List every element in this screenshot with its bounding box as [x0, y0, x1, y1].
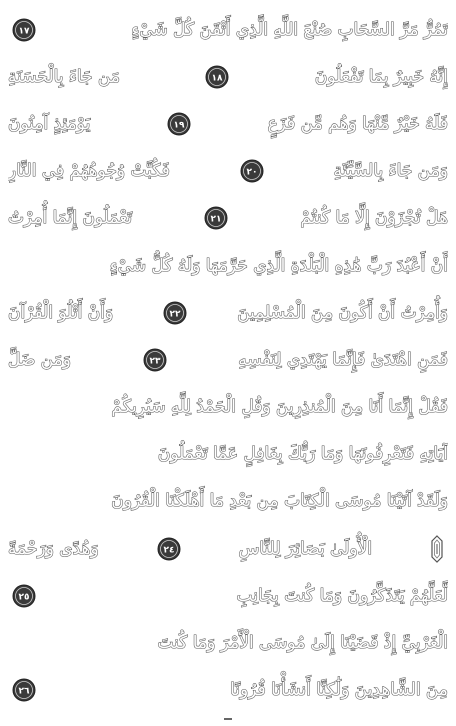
- verse-number-marker: [143, 348, 167, 372]
- verse-number: ٢٤: [163, 545, 175, 556]
- text-line: [8, 242, 448, 289]
- verse-number-marker: [12, 584, 36, 608]
- verse-number: ١٩: [173, 120, 185, 131]
- text-line: [8, 6, 448, 53]
- text-line: [8, 478, 448, 525]
- verse-number-marker: [240, 159, 264, 183]
- text-line: [8, 431, 448, 478]
- verse-text: وَمَن جَاءَ بِالسَّيِّئَةِ: [333, 161, 448, 182]
- verse-end-ornament-icon: [12, 18, 36, 42]
- verse-end-ornament-icon: [143, 348, 167, 372]
- verse-number: ٢٠: [246, 167, 258, 178]
- verse-number: ٢٦: [18, 686, 30, 697]
- text-line: [8, 667, 448, 714]
- verse-number: ١٧: [18, 26, 30, 37]
- verse-text: هَلْ تُجْزَوْنَ إِلَّا مَا كُنتُمْ: [300, 208, 448, 229]
- verse-number: ١٨: [211, 73, 223, 84]
- verse-end-ornament-icon: [163, 301, 187, 325]
- verse-end-ornament-icon: [205, 65, 229, 89]
- verse-text: وَهُدًى وَرَحْمَةً: [8, 538, 99, 559]
- verse-number-marker: [12, 18, 36, 42]
- verse-end-ornament-icon: [167, 112, 191, 136]
- verse-text: فَقُلْ إِنَّمَا أَنَا مِنَ الْمُنذِرِينَ وَقُلِ الْحَمْدُ لِلَّهِ سَيُرِيكُمْ: [111, 397, 448, 418]
- verse-text: تَمُرُّ مَرَّ السَّحَابِ صُنْعَ اللَّهِ الَّذِي أَتْقَنَ كُلَّ شَيْءٍ: [131, 19, 448, 40]
- verse-text: أَنْ أَعْبُدَ رَبَّ هَٰذِهِ الْبَلْدَةِ الَّذِي حَرَّمَهَا وَلَهُ كُلُّ شَيْءٍ: [109, 255, 448, 276]
- text-line: [8, 619, 448, 666]
- verse-end-ornament-icon: [12, 584, 36, 608]
- verse-text: تَعْمَلُونَ إِنَّمَا أُمِرْتُ: [8, 208, 133, 229]
- verse-text: مِنَ الشَّاهِدِينَ وَلَٰكِنَّا أَنشَأْنَا قُرُونًا: [230, 680, 448, 701]
- text-line: [8, 148, 448, 195]
- verse-text: لَّعَلَّهُمْ يَتَذَكَّرُونَ وَمَا كُنتَ بِجَانِبِ: [236, 585, 448, 606]
- verse-text: إِنَّهُ خَبِيرٌ بِمَا تَفْعَلُونَ: [314, 66, 448, 87]
- verse-text: الْأُولَىٰ بَصَائِرَ لِلنَّاسِ: [238, 538, 373, 559]
- verse-text: وَلَقَدْ آتَيْنَا مُوسَى الْكِتَابَ مِن بَعْدِ مَا أَهْلَكْنَا الْقُرُونَ: [111, 491, 448, 512]
- verse-text: فَلَهُ خَيْرٌ مِّنْهَا وَهُم مِّن فَزَعٍ: [267, 113, 448, 134]
- text-line: [8, 336, 448, 383]
- text-line: [8, 384, 448, 431]
- text-line: [8, 289, 448, 336]
- text-line: [8, 53, 448, 100]
- verse-number: ٢٣: [149, 356, 161, 367]
- verse-number-marker: [157, 537, 181, 561]
- verse-text: يَوْمَئِذٍ آمِنُونَ: [8, 113, 91, 134]
- text-line: [8, 525, 448, 572]
- verse-text: الْغَرْبِيِّ إِذْ قَضَيْنَا إِلَىٰ مُوسَى الْأَمْرَ وَمَا كُنتَ: [157, 633, 448, 654]
- verse-number-marker: [163, 301, 187, 325]
- verse-number-marker: [12, 678, 36, 702]
- verse-end-ornament-icon: [240, 159, 264, 183]
- verse-number-marker: [205, 65, 229, 89]
- verse-number: ٢١: [210, 214, 222, 225]
- page-end-mark: [224, 718, 232, 720]
- verse-number: ٢٥: [18, 592, 30, 603]
- text-line: [8, 195, 448, 242]
- verse-text: آيَاتِهِ فَتَعْرِفُونَهَا وَمَا رَبُّكَ بِغَافِلٍ عَمَّا تَعْمَلُونَ: [157, 444, 448, 465]
- verse-text: وَأُمِرْتُ أَنْ أَكُونَ مِنَ الْمُسْلِمِينَ: [237, 302, 448, 323]
- verse-number-marker: [167, 112, 191, 136]
- verse-number: ٢٢: [169, 309, 181, 320]
- verse-end-ornament-icon: [12, 678, 36, 702]
- verse-text: مَن جَاءَ بِالْحَسَنَةِ: [8, 66, 121, 87]
- text-line: [8, 572, 448, 619]
- sajda-mark-icon: [429, 535, 445, 563]
- verse-end-ornament-icon: [157, 537, 181, 561]
- verse-text: وَمَن ضَلَّ: [8, 349, 71, 370]
- verse-number-marker: [204, 206, 228, 230]
- verse-text: فَكُبَّتْ وُجُوهُهُمْ فِي النَّارِ: [8, 161, 170, 182]
- verse-text: فَمَنِ اهْتَدَىٰ فَإِنَّمَا يَهْتَدِي لِنَفْسِهِ: [238, 349, 448, 370]
- verse-text: وَأَنْ أَتْلُوَ الْقُرْآنَ: [8, 302, 114, 323]
- text-line: [8, 100, 448, 147]
- verse-end-ornament-icon: [204, 206, 228, 230]
